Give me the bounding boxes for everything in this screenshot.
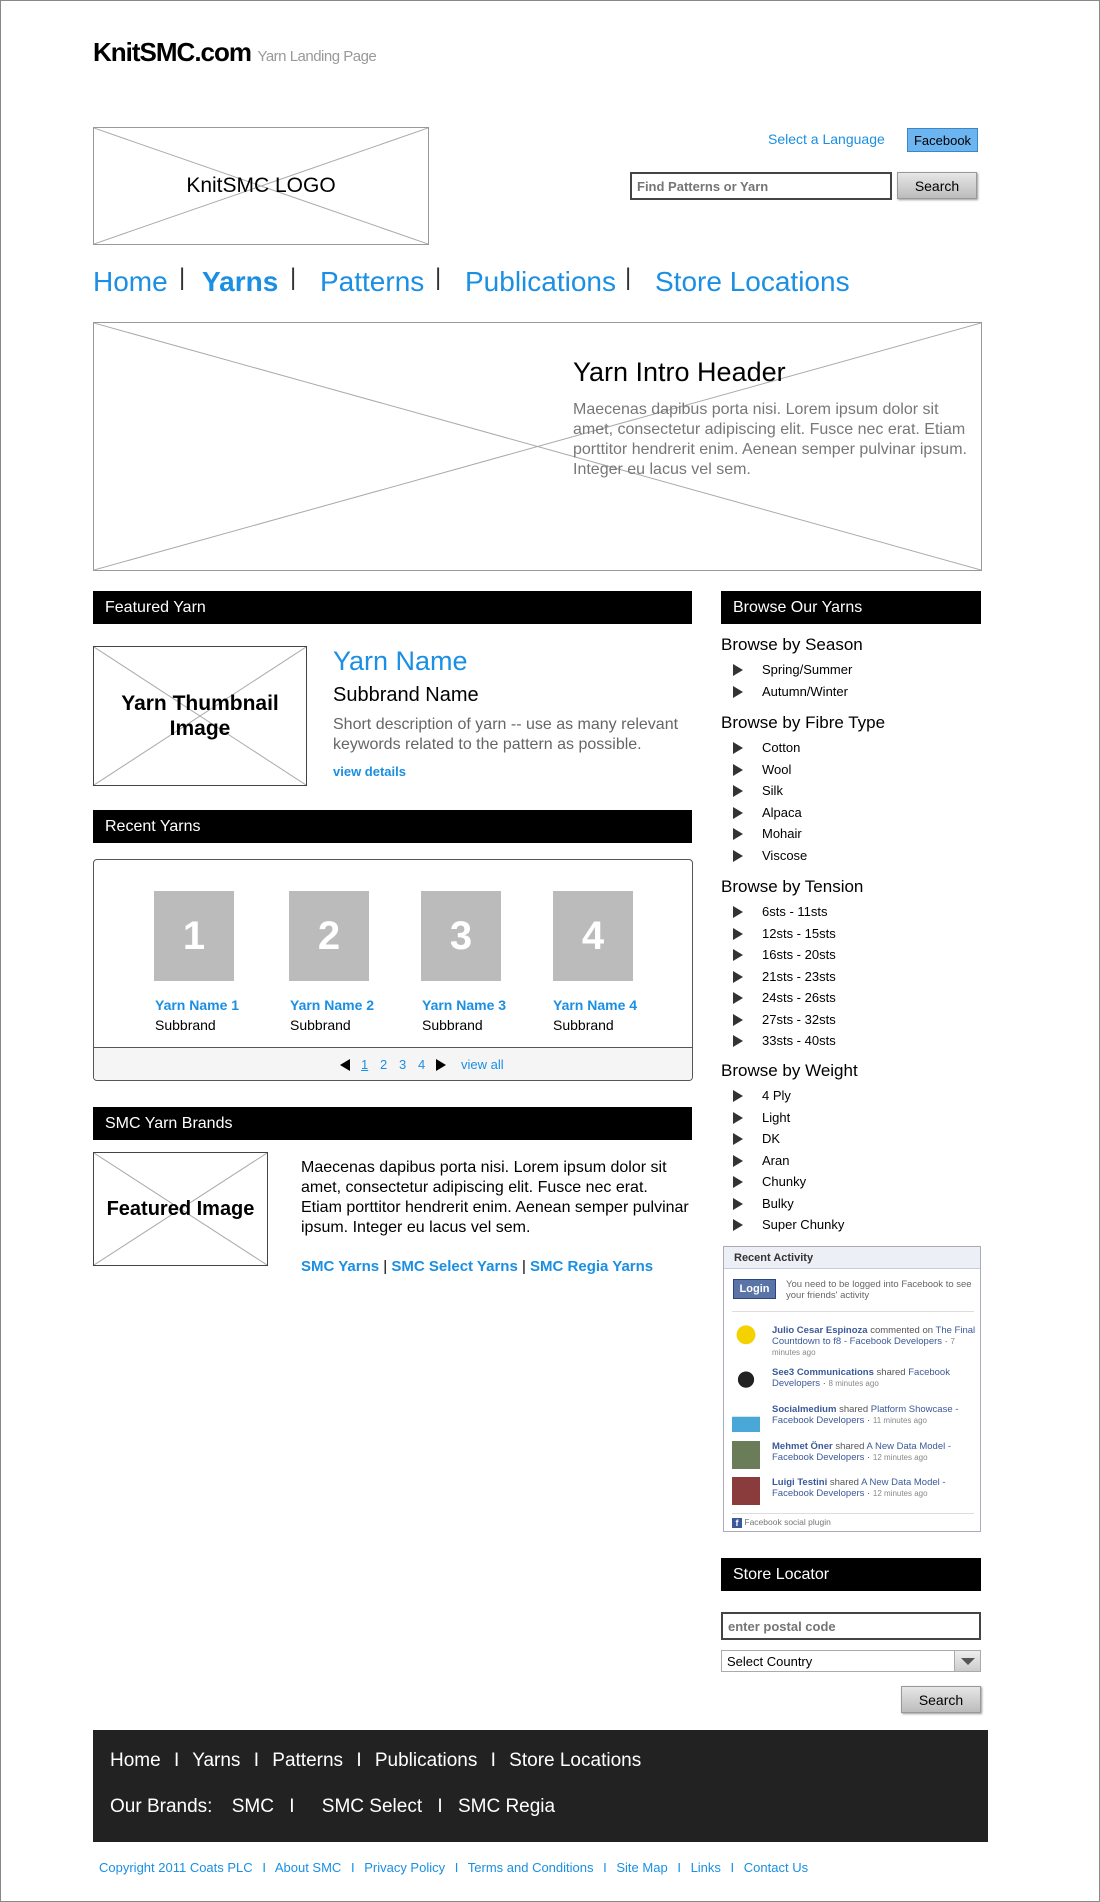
store-locator-bar: Store Locator bbox=[721, 1558, 981, 1591]
browse-weight-item[interactable] bbox=[721, 1130, 981, 1152]
bullet-arrow-icon bbox=[733, 1219, 743, 1231]
browse-item-label[interactable]: Super Chunky bbox=[762, 1217, 845, 1232]
nav-separator: | bbox=[625, 264, 632, 291]
nav-home[interactable]: Home bbox=[93, 266, 168, 297]
carousel-pagination bbox=[94, 1047, 693, 1081]
browse-fibre-item[interactable] bbox=[721, 782, 981, 804]
fb-target-link[interactable]: A New Data Model - Facebook Developers bbox=[772, 1477, 946, 1499]
footer-brand-smc[interactable]: SMC bbox=[231, 1796, 274, 1817]
fb-plugin-label[interactable]: Facebook social plugin bbox=[744, 1517, 831, 1527]
footer-separator: I bbox=[437, 1796, 443, 1817]
footer-nav-panel bbox=[93, 1730, 988, 1842]
legal-links bbox=[99, 1860, 808, 1875]
brands-bar: SMC Yarn Brands bbox=[93, 1107, 692, 1140]
avatar bbox=[732, 1404, 760, 1432]
browse-item-label[interactable]: Autumn/Winter bbox=[762, 683, 848, 699]
fb-target-link[interactable]: Platform Showcase - Facebook Developers bbox=[772, 1404, 959, 1426]
fb-activity-text: Socialmedium shared Platform Showcase - Facebook Developers · 11 minutes ago bbox=[772, 1404, 959, 1426]
nav-separator: | bbox=[435, 264, 442, 291]
yarn-thumbnail-label: Yarn Thumbnail Image bbox=[121, 692, 279, 740]
bullet-arrow-icon bbox=[733, 1133, 743, 1145]
brand-link-separator: | bbox=[383, 1258, 388, 1275]
view-details-link[interactable]: view details bbox=[333, 764, 406, 779]
bullet-arrow-icon bbox=[733, 971, 743, 983]
footer-separator: I bbox=[173, 1750, 180, 1771]
browse-fibre-list bbox=[721, 739, 981, 877]
hero-title: Yarn Intro Header bbox=[573, 357, 786, 387]
footer-nav-store-locations[interactable]: Store Locations bbox=[509, 1750, 642, 1771]
avatar bbox=[732, 1477, 760, 1505]
bullet-arrow-icon bbox=[733, 949, 743, 961]
recent-yarn-sub-2: Subbrand bbox=[290, 1017, 351, 1033]
avatar bbox=[732, 1325, 760, 1353]
recent-yarn-name-2[interactable]: Yarn Name 2 bbox=[290, 997, 375, 1013]
recent-yarn-name-3[interactable]: Yarn Name 3 bbox=[422, 997, 507, 1013]
contact-link[interactable]: Contact Us bbox=[743, 1860, 809, 1875]
facebook-f-icon: f bbox=[732, 1518, 742, 1528]
hero-body: Maecenas dapibus porta nisi. Lorem ipsum dolor sit amet, consectetur adipiscing elit. Fusce nec erat. Etiam porttitor hendrerit enim. Aenean semper pulvinar ipsum. Integer eu lacus vel sem. bbox=[573, 401, 967, 478]
fb-time: 11 minutes ago bbox=[872, 1416, 927, 1425]
fb-action: commented on bbox=[870, 1325, 934, 1336]
fb-login-button[interactable]: Login bbox=[733, 1279, 776, 1299]
bullet-arrow-icon bbox=[733, 1014, 743, 1026]
page-link-4[interactable]: 4 bbox=[418, 1057, 426, 1072]
fb-widget-title: Recent Activity bbox=[724, 1247, 981, 1269]
browse-item-label[interactable]: Viscose bbox=[762, 847, 808, 863]
about-link[interactable]: About SMC bbox=[274, 1860, 342, 1875]
featured-yarn-name[interactable]: Yarn Name bbox=[333, 646, 468, 676]
legal-separator: I bbox=[730, 1860, 735, 1875]
nav-yarns[interactable]: Yarns bbox=[202, 266, 279, 297]
legal-separator: I bbox=[350, 1860, 355, 1875]
page-link-1[interactable]: 1 bbox=[361, 1057, 369, 1072]
fb-activity-item[interactable] bbox=[732, 1477, 972, 1511]
fb-action: shared bbox=[839, 1404, 869, 1415]
copyright-link[interactable]: Copyright 2011 Coats PLC bbox=[99, 1860, 253, 1875]
browse-item-label[interactable]: 27sts - 32sts bbox=[762, 1011, 836, 1027]
brands-featured-image-label: Featured Image bbox=[106, 1197, 255, 1220]
nav-separator: | bbox=[290, 264, 297, 291]
browse-season-title: Browse by Season bbox=[721, 635, 863, 654]
footer-nav-patterns[interactable]: Patterns bbox=[272, 1750, 344, 1771]
site-title: KnitSMC.com bbox=[93, 37, 251, 67]
featured-subbrand: Subbrand Name bbox=[333, 684, 479, 706]
recent-yarns-carousel bbox=[93, 859, 693, 1081]
recent-yarn-sub-3: Subbrand bbox=[422, 1017, 483, 1033]
country-select-value: Select Country bbox=[727, 1654, 813, 1669]
fb-activity-text: Luigi Testini shared A New Data Model - Facebook Developers · 12 minutes ago bbox=[772, 1477, 946, 1499]
browse-weight-item[interactable] bbox=[721, 1216, 981, 1238]
search-button[interactable]: Search bbox=[897, 172, 977, 199]
recent-yarn-name-4[interactable]: Yarn Name 4 bbox=[553, 997, 638, 1013]
fb-action: shared bbox=[829, 1477, 859, 1488]
bullet-arrow-icon bbox=[733, 1176, 743, 1188]
fb-time: 12 minutes ago bbox=[872, 1489, 928, 1498]
nav-publications[interactable]: Publications bbox=[465, 266, 616, 297]
footer-nav-home[interactable]: Home bbox=[110, 1750, 161, 1771]
browse-weight-item[interactable] bbox=[721, 1109, 981, 1131]
chevron-down-icon bbox=[954, 1651, 980, 1671]
browse-item-label[interactable]: Mohair bbox=[762, 826, 802, 841]
site-header bbox=[93, 37, 376, 68]
fb-time: 12 minutes ago bbox=[872, 1453, 928, 1462]
page-link-3[interactable]: 3 bbox=[399, 1057, 407, 1072]
store-search-button[interactable]: Search bbox=[901, 1686, 981, 1713]
footer-brands bbox=[110, 1796, 555, 1818]
fb-plugin-footer bbox=[732, 1513, 974, 1528]
fb-user-link[interactable]: See3 Communications bbox=[772, 1367, 874, 1378]
bullet-arrow-icon bbox=[733, 742, 743, 754]
footer-brand-smc-regia[interactable]: SMC Regia bbox=[457, 1796, 556, 1817]
postal-code-input[interactable] bbox=[721, 1612, 981, 1640]
fb-action: shared bbox=[835, 1441, 865, 1452]
bullet-arrow-icon bbox=[733, 906, 743, 918]
brand-link-smc-yarns[interactable]: SMC Yarns bbox=[301, 1258, 380, 1275]
fb-activity-item[interactable] bbox=[732, 1404, 972, 1438]
fb-target-link[interactable]: A New Data Model - Facebook Developers bbox=[772, 1441, 952, 1463]
browse-item-label[interactable]: 33sts - 40sts bbox=[762, 1033, 836, 1048]
browse-tension-item[interactable] bbox=[721, 989, 981, 1011]
fb-action: shared bbox=[876, 1367, 906, 1378]
brands-featured-image[interactable] bbox=[93, 1152, 268, 1266]
recent-yarn-sub-1: Subbrand bbox=[155, 1017, 216, 1033]
browse-bar: Browse Our Yarns bbox=[721, 591, 981, 624]
legal-separator: I bbox=[677, 1860, 681, 1875]
browse-weight-item[interactable] bbox=[721, 1087, 981, 1109]
bullet-arrow-icon bbox=[733, 686, 743, 698]
next-arrow-icon[interactable] bbox=[436, 1059, 446, 1071]
footer-separator: I bbox=[490, 1750, 496, 1771]
recent-yarn-tile-2[interactable]: 2 bbox=[289, 891, 369, 981]
nav-patterns[interactable]: Patterns bbox=[320, 266, 425, 297]
browse-fibre-item[interactable] bbox=[721, 761, 981, 783]
avatar bbox=[732, 1441, 760, 1469]
view-all-link[interactable]: view all bbox=[461, 1057, 504, 1072]
browse-tension-item[interactable] bbox=[721, 1011, 981, 1033]
hero-banner[interactable] bbox=[93, 322, 982, 571]
browse-item-label[interactable]: Alpaca bbox=[762, 804, 802, 820]
legal-separator: I bbox=[603, 1860, 607, 1875]
footer-separator: I bbox=[253, 1750, 259, 1771]
browse-fibre-item[interactable] bbox=[721, 847, 981, 869]
footer-nav bbox=[110, 1750, 641, 1772]
fb-activity-text: See3 Communications shared Facebook Developers · 8 minutes ago bbox=[772, 1367, 950, 1389]
fb-target-link[interactable]: Facebook Developers bbox=[772, 1367, 950, 1389]
fb-user-link[interactable]: Julio Cesar Espinoza bbox=[772, 1325, 868, 1336]
recent-yarn-tile-1[interactable]: 1 bbox=[154, 891, 234, 981]
bullet-arrow-icon bbox=[733, 764, 743, 776]
footer-brand-smc-select[interactable]: SMC Select bbox=[321, 1796, 423, 1817]
fb-user-link[interactable]: Socialmedium bbox=[772, 1404, 837, 1415]
brand-link-smc-select-yarns[interactable]: SMC Select Yarns bbox=[391, 1258, 518, 1275]
legal-separator: I bbox=[262, 1860, 266, 1875]
avatar bbox=[732, 1367, 760, 1395]
browse-item-label[interactable]: 4 Ply bbox=[762, 1088, 791, 1103]
browse-tension-item[interactable] bbox=[721, 946, 981, 968]
logo-placeholder[interactable] bbox=[93, 127, 429, 245]
browse-item-label[interactable]: Light bbox=[762, 1109, 791, 1125]
bullet-arrow-icon bbox=[733, 664, 743, 676]
bullet-arrow-icon bbox=[733, 828, 743, 840]
legal-separator: I bbox=[454, 1860, 459, 1875]
bullet-arrow-icon bbox=[733, 928, 743, 940]
recent-yarn-tile-3[interactable]: 3 bbox=[421, 891, 501, 981]
bullet-arrow-icon bbox=[733, 807, 743, 819]
browse-item-label[interactable]: DK bbox=[762, 1131, 781, 1146]
fb-activity-item[interactable] bbox=[732, 1367, 972, 1401]
browse-weight-title: Browse by Weight bbox=[721, 1061, 858, 1080]
recent-yarns-bar: Recent Yarns bbox=[93, 810, 692, 843]
browse-item-label[interactable]: 6sts - 11sts bbox=[762, 904, 828, 919]
fb-time: 8 minutes ago bbox=[828, 1379, 879, 1388]
fb-activity-item[interactable] bbox=[732, 1441, 972, 1475]
language-link[interactable]: Select a Language bbox=[768, 131, 885, 147]
bullet-arrow-icon bbox=[733, 1198, 743, 1210]
privacy-link[interactable]: Privacy Policy bbox=[364, 1860, 446, 1875]
browse-season-item[interactable] bbox=[721, 683, 981, 705]
page-subtitle: Yarn Landing Page bbox=[257, 48, 377, 65]
recent-yarn-tile-4[interactable]: 4 bbox=[553, 891, 633, 981]
browse-tension-list bbox=[721, 903, 981, 1061]
footer-separator: I bbox=[289, 1796, 295, 1817]
featured-description: Short description of yarn -- use as many relevant keywords related to the pattern as possible. bbox=[333, 716, 679, 753]
fb-divider bbox=[732, 1311, 974, 1312]
facebook-button[interactable]: Facebook bbox=[907, 128, 978, 152]
fb-activity-text: Julio Cesar Espinoza commented on The Final Countdown to f8 - Facebook Developers · 7 minutes ago bbox=[772, 1325, 976, 1357]
browse-item-label[interactable]: Spring/Summer bbox=[762, 662, 853, 677]
logo-label: KnitSMC LOGO bbox=[186, 174, 336, 197]
footer-separator: I bbox=[356, 1750, 362, 1771]
footer-nav-publications[interactable]: Publications bbox=[374, 1750, 478, 1771]
browse-weight-item[interactable] bbox=[721, 1173, 981, 1195]
bullet-arrow-icon bbox=[733, 1155, 743, 1167]
fb-user-link[interactable]: Mehmet Öner bbox=[772, 1441, 833, 1452]
recent-yarn-sub-4: Subbrand bbox=[553, 1017, 614, 1033]
bullet-arrow-icon bbox=[733, 1112, 743, 1124]
browse-item-label[interactable]: Cotton bbox=[762, 740, 801, 755]
browse-tension-item[interactable] bbox=[721, 925, 981, 947]
brands-body: Maecenas dapibus porta nisi. Lorem ipsum dolor sit amet, consectetur adipiscing elit. Fusce nec erat. Etiam porttitor hendrerit enim. Aenean semper pulvinar ipsum. Integer eu lacus vel sem. bbox=[301, 1159, 689, 1236]
browse-item-label[interactable]: Wool bbox=[762, 761, 792, 777]
fb-login-note: You need to be logged into Facebook to see your friends' activity bbox=[786, 1279, 972, 1301]
browse-sidebar bbox=[721, 635, 981, 1238]
links-link[interactable]: Links bbox=[690, 1860, 721, 1875]
fb-activity-text: Mehmet Öner shared A New Data Model - Facebook Developers · 12 minutes ago bbox=[772, 1441, 952, 1463]
page-link-2[interactable]: 2 bbox=[380, 1057, 388, 1072]
bullet-arrow-icon bbox=[733, 1090, 743, 1102]
prev-arrow-icon[interactable] bbox=[340, 1059, 350, 1071]
bullet-arrow-icon bbox=[733, 850, 743, 862]
browse-item-label[interactable]: Aran bbox=[762, 1152, 790, 1168]
browse-season-list bbox=[721, 661, 981, 713]
browse-fibre-item[interactable] bbox=[721, 825, 981, 847]
footer-brands-label: Our Brands: bbox=[110, 1796, 213, 1817]
browse-tension-item[interactable] bbox=[721, 968, 981, 990]
sitemap-link[interactable]: Site Map bbox=[616, 1860, 668, 1875]
search-input[interactable] bbox=[630, 172, 892, 200]
bullet-arrow-icon bbox=[733, 1035, 743, 1047]
brand-link-smc-regia-yarns[interactable]: SMC Regia Yarns bbox=[530, 1258, 654, 1275]
terms-link[interactable]: Terms and Conditions bbox=[467, 1860, 594, 1875]
browse-weight-item[interactable] bbox=[721, 1195, 981, 1217]
browse-item-label[interactable]: 24sts - 26sts bbox=[762, 990, 836, 1005]
browse-tension-item[interactable] bbox=[721, 1032, 981, 1054]
browse-item-label[interactable]: 12sts - 15sts bbox=[762, 925, 836, 941]
nav-store-locations[interactable]: Store Locations bbox=[655, 266, 850, 297]
recent-yarn-name-1[interactable]: Yarn Name 1 bbox=[155, 997, 240, 1013]
browse-weight-item[interactable] bbox=[721, 1152, 981, 1174]
bullet-arrow-icon bbox=[733, 785, 743, 797]
bullet-arrow-icon bbox=[733, 992, 743, 1004]
browse-season-item[interactable] bbox=[721, 661, 981, 683]
fb-activity-item[interactable] bbox=[732, 1325, 976, 1359]
browse-fibre-item[interactable] bbox=[721, 739, 981, 761]
footer-nav-yarns[interactable]: Yarns bbox=[192, 1750, 241, 1771]
fb-time: 7 minutes ago bbox=[772, 1337, 955, 1357]
nav-separator: | bbox=[179, 264, 186, 291]
browse-fibre-title: Browse by Fibre Type bbox=[721, 713, 886, 732]
fb-target-link[interactable]: The Final Countdown to f8 - Facebook Developers bbox=[772, 1325, 976, 1347]
fb-user-link[interactable]: Luigi Testini bbox=[772, 1477, 828, 1488]
featured-yarn-bar: Featured Yarn bbox=[93, 591, 692, 624]
brand-link-separator: | bbox=[521, 1258, 526, 1275]
browse-tension-title: Browse by Tension bbox=[721, 877, 864, 896]
browse-item-label[interactable]: 21sts - 23sts bbox=[762, 968, 836, 984]
brands-links bbox=[301, 1258, 653, 1275]
browse-weight-list bbox=[721, 1087, 981, 1238]
browse-fibre-item[interactable] bbox=[721, 804, 981, 826]
browse-item-label[interactable]: Bulky bbox=[762, 1195, 794, 1211]
yarn-thumbnail[interactable] bbox=[93, 646, 307, 786]
browse-item-label[interactable]: Chunky bbox=[762, 1174, 807, 1189]
browse-item-label[interactable]: Silk bbox=[762, 783, 783, 798]
facebook-activity-widget bbox=[723, 1246, 981, 1532]
browse-item-label[interactable]: 16sts - 20sts bbox=[762, 947, 836, 962]
country-select[interactable] bbox=[721, 1650, 981, 1672]
browse-tension-item[interactable] bbox=[721, 903, 981, 925]
